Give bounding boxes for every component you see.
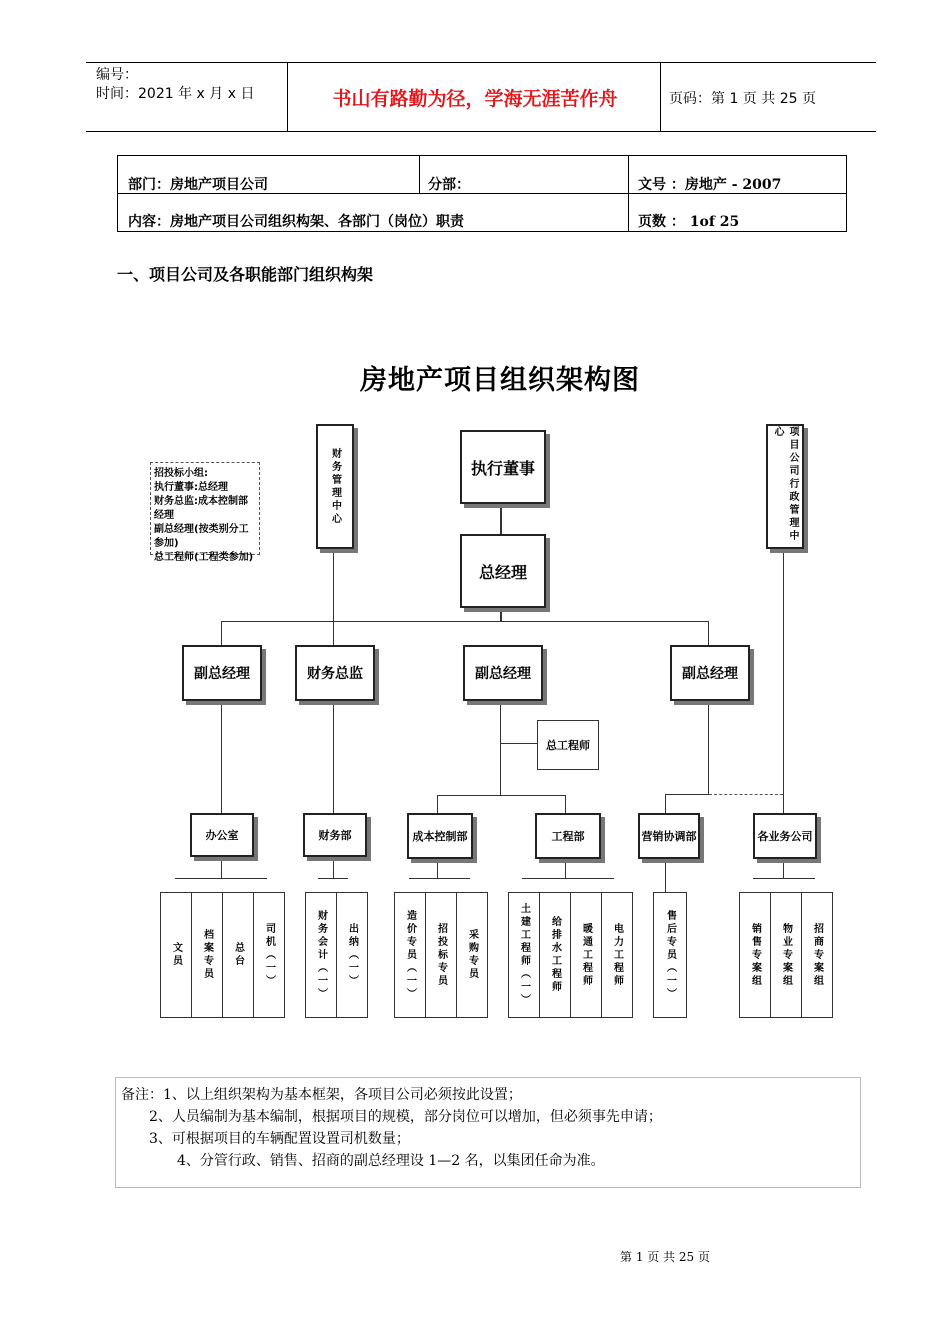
connector (318, 878, 348, 879)
connector (665, 794, 709, 795)
position-box (394, 892, 426, 1018)
header-meta (96, 66, 254, 104)
connector (409, 878, 470, 879)
connector (437, 795, 565, 796)
dept-business-box: 各业务公司 (753, 813, 817, 859)
position-label: 售后专员（一） (664, 909, 676, 1001)
admin-center-box (766, 424, 804, 549)
section-title: 一、项目公司及各职能部门组织构架 (117, 265, 374, 284)
connector (708, 697, 709, 794)
position-label: 电力工程师 (611, 922, 623, 988)
finance-center-label: 财务管理中心 (329, 447, 341, 526)
position-label: 销售专案组 (749, 922, 761, 988)
dept-marketing-box: 营销协调部 (638, 813, 700, 859)
connector (175, 878, 267, 879)
position-label: 给排水工程师 (549, 916, 561, 994)
gm-box: 总经理 (460, 534, 546, 608)
dept-cell: 部门：房地产项目公司 (128, 177, 268, 193)
connector (221, 621, 222, 645)
position-label: 总台 (232, 942, 244, 968)
code-label: 编号： (96, 67, 138, 83)
time-label: 时间：2021 年 x 月 x 日 (96, 86, 255, 102)
bid-group-note (150, 462, 260, 563)
position-box (739, 892, 771, 1018)
note-line: 备注：1、以上组织架构为基本框架，各项目公司必须按此设置； (121, 1087, 522, 1103)
doc-no-cell: 文号 ：房地产 - 2007 (638, 177, 782, 193)
position-box (539, 892, 571, 1018)
connector (665, 794, 666, 813)
position-box (222, 892, 254, 1018)
connector (753, 878, 815, 879)
admin-center-label: 项目公司行政管理中心 (772, 426, 798, 543)
connector (221, 855, 222, 878)
header-page-info: 页码：第 1 页 共 25 页 (669, 91, 816, 107)
cfo-box: 财务总监 (295, 645, 375, 701)
dept-office-box: 办公室 (190, 813, 254, 857)
finance-center-box (316, 424, 354, 549)
exec-director-box: 执行董事 (460, 430, 546, 504)
vp-box: 副总经理 (463, 645, 543, 701)
bid-group-line: 副总经理(按类别分工参加) (154, 524, 249, 549)
note-line: 4、分管行政、销售、招商的副总经理设 1—2 名，以集团任命为准。 (177, 1153, 605, 1169)
connector (708, 621, 709, 645)
bid-group-line: 招投标小组: (154, 468, 208, 479)
branch-cell: 分部： (428, 177, 470, 193)
connector (522, 878, 614, 879)
page-footer: 第 1 页 共 25 页 (620, 1250, 710, 1264)
position-box (456, 892, 488, 1018)
vp-box: 副总经理 (182, 645, 262, 701)
bid-group-line: 财务总监:成本控制部经理 (154, 496, 248, 521)
position-label: 暖通工程师 (580, 922, 592, 988)
position-box (253, 892, 285, 1018)
connector (221, 621, 709, 622)
position-box (336, 892, 368, 1018)
connector (783, 857, 784, 878)
position-box (801, 892, 833, 1018)
vp-box: 副总经理 (670, 645, 750, 701)
note-line: 3、可根据项目的车辆配置设置司机数量； (149, 1131, 410, 1147)
connector (437, 857, 438, 878)
position-label: 档案专员 (201, 929, 213, 981)
connector (783, 548, 784, 813)
connector (333, 697, 334, 813)
position-label: 造价专员（一） (404, 909, 416, 1001)
position-box (191, 892, 223, 1018)
notes-box (115, 1077, 861, 1188)
position-box (601, 892, 633, 1018)
connector (500, 743, 537, 744)
connector (221, 697, 222, 813)
note-line: 2、人员编制为基本编制，根据项目的规模，部分岗位可以增加，但必须事先申请； (149, 1109, 662, 1125)
dashed-connector (709, 794, 783, 795)
position-label: 招商专案组 (811, 922, 823, 988)
bid-group-line: 总工程师(工程类参加) (154, 552, 254, 563)
position-box (305, 892, 337, 1018)
connector (500, 697, 501, 795)
position-box (508, 892, 540, 1018)
connector (333, 855, 334, 878)
dept-finance-box: 财务部 (303, 813, 367, 857)
connector (565, 857, 566, 878)
doc-info-table (117, 155, 847, 232)
position-box (425, 892, 457, 1018)
position-label: 文员 (170, 942, 182, 968)
pages-cell: 页数 ： 1of 25 (638, 214, 740, 230)
position-box (653, 892, 687, 1018)
position-label: 招投标专员 (435, 922, 447, 988)
connector (500, 500, 502, 534)
dept-engineering-box: 工程部 (535, 813, 601, 859)
chief-engineer-box: 总工程师 (537, 720, 599, 770)
connector (333, 547, 334, 645)
position-box (570, 892, 602, 1018)
position-box (160, 892, 192, 1018)
position-label: 出纳（一） (346, 922, 358, 988)
dept-cost-box: 成本控制部 (407, 813, 473, 859)
position-label: 财务会计（一） (315, 909, 327, 1001)
content-cell: 内容：房地产项目公司组织构架、各部门（岗位）职责 (128, 214, 464, 230)
position-label: 司机（一） (263, 922, 275, 988)
position-box (770, 892, 802, 1018)
chart-title: 房地产项目组织架构图 (360, 365, 640, 396)
connector (437, 795, 438, 813)
position-label: 采购专员 (466, 929, 478, 981)
header-motto: 书山有路勤为径，学海无涯苦作舟 (332, 88, 618, 110)
connector (565, 795, 566, 813)
position-label: 土建工程师（一） (518, 903, 530, 1007)
connector (665, 857, 666, 892)
bid-group-line: 执行董事:总经理 (154, 482, 228, 493)
position-label: 物业专案组 (780, 922, 792, 988)
